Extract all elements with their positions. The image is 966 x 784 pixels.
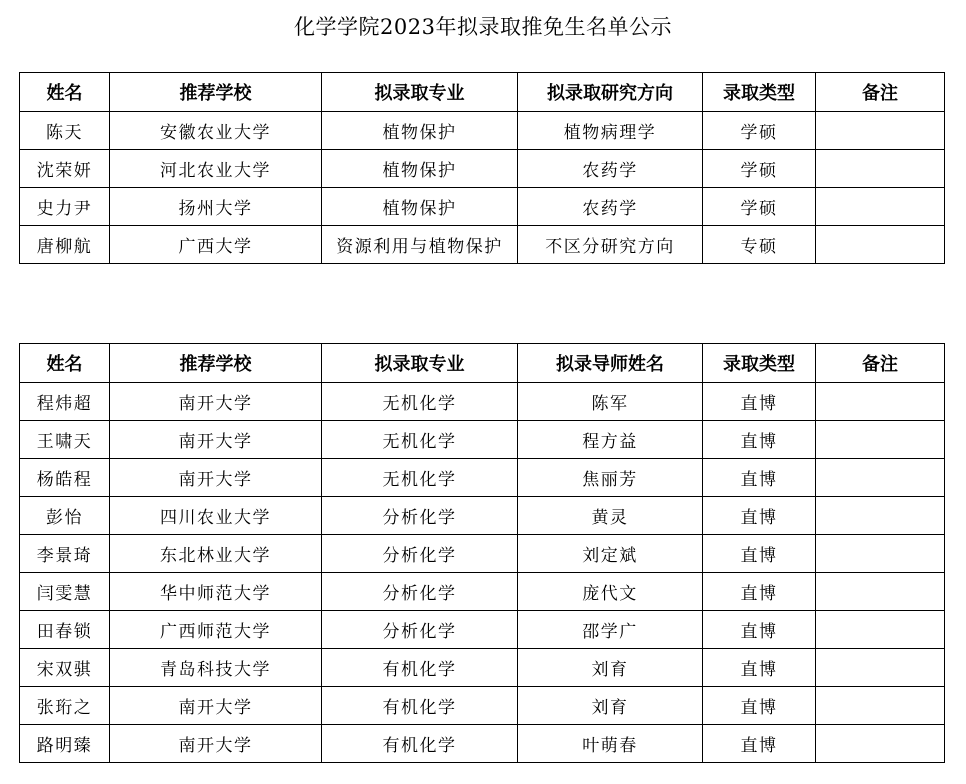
cell-major: 分析化学 xyxy=(322,535,518,573)
cell-name: 史力尹 xyxy=(20,188,110,226)
table-row xyxy=(20,459,945,497)
cell-remarks xyxy=(816,188,945,226)
cell-school: 四川农业大学 xyxy=(110,497,322,535)
header-supervisor: 拟录导师姓名 xyxy=(518,344,703,383)
cell-remarks xyxy=(816,383,945,421)
cell-major: 分析化学 xyxy=(322,573,518,611)
cell-school: 南开大学 xyxy=(110,459,322,497)
cell-major: 分析化学 xyxy=(322,611,518,649)
cell-name: 沈荣妍 xyxy=(20,150,110,188)
cell-major: 无机化学 xyxy=(322,459,518,497)
header-major: 拟录取专业 xyxy=(322,344,518,383)
cell-major: 植物保护 xyxy=(322,150,518,188)
cell-school: 扬州大学 xyxy=(110,188,322,226)
cell-school: 广西大学 xyxy=(110,226,322,264)
cell-supervisor: 刘育 xyxy=(518,649,703,687)
cell-name: 张珩之 xyxy=(20,687,110,725)
cell-name: 路明臻 xyxy=(20,725,110,763)
cell-school: 南开大学 xyxy=(110,687,322,725)
cell-name: 唐柳航 xyxy=(20,226,110,264)
cell-supervisor: 刘育 xyxy=(518,687,703,725)
cell-major: 无机化学 xyxy=(322,421,518,459)
cell-major: 分析化学 xyxy=(322,497,518,535)
cell-name: 程炜超 xyxy=(20,383,110,421)
cell-remarks xyxy=(816,459,945,497)
cell-admission-type: 直博 xyxy=(703,421,816,459)
cell-research-direction: 不区分研究方向 xyxy=(518,226,703,264)
cell-name: 彭怡 xyxy=(20,497,110,535)
cell-research-direction: 农药学 xyxy=(518,150,703,188)
header-admission-type: 录取类型 xyxy=(703,344,816,383)
cell-admission-type: 直博 xyxy=(703,725,816,763)
header-research-direction: 拟录取研究方向 xyxy=(518,73,703,112)
cell-research-direction: 植物病理学 xyxy=(518,112,703,150)
cell-supervisor: 庞代文 xyxy=(518,573,703,611)
cell-name: 王啸天 xyxy=(20,421,110,459)
cell-major: 资源利用与植物保护 xyxy=(322,226,518,264)
cell-remarks xyxy=(816,649,945,687)
cell-school: 河北农业大学 xyxy=(110,150,322,188)
header-major: 拟录取专业 xyxy=(322,73,518,112)
cell-remarks xyxy=(816,573,945,611)
cell-supervisor: 程方益 xyxy=(518,421,703,459)
cell-supervisor: 焦丽芳 xyxy=(518,459,703,497)
cell-supervisor: 邵学广 xyxy=(518,611,703,649)
header-school: 推荐学校 xyxy=(110,73,322,112)
table-row xyxy=(20,112,945,150)
cell-remarks xyxy=(816,725,945,763)
cell-remarks xyxy=(816,535,945,573)
cell-admission-type: 直博 xyxy=(703,383,816,421)
cell-school: 南开大学 xyxy=(110,421,322,459)
cell-school: 华中师范大学 xyxy=(110,573,322,611)
table-row xyxy=(20,573,945,611)
cell-school: 青岛科技大学 xyxy=(110,649,322,687)
cell-remarks xyxy=(816,497,945,535)
table-row xyxy=(20,611,945,649)
cell-name: 陈天 xyxy=(20,112,110,150)
cell-name: 李景琦 xyxy=(20,535,110,573)
cell-admission-type: 直博 xyxy=(703,573,816,611)
cell-admission-type: 直博 xyxy=(703,459,816,497)
header-admission-type: 录取类型 xyxy=(703,73,816,112)
table-header-row xyxy=(20,344,945,383)
table-row xyxy=(20,687,945,725)
table-row xyxy=(20,383,945,421)
cell-supervisor: 刘定斌 xyxy=(518,535,703,573)
cell-remarks xyxy=(816,687,945,725)
cell-remarks xyxy=(816,150,945,188)
cell-research-direction: 农药学 xyxy=(518,188,703,226)
cell-admission-type: 直博 xyxy=(703,535,816,573)
table-row xyxy=(20,150,945,188)
table-row xyxy=(20,421,945,459)
table-row xyxy=(20,725,945,763)
cell-school: 南开大学 xyxy=(110,383,322,421)
cell-school: 东北林业大学 xyxy=(110,535,322,573)
header-name: 姓名 xyxy=(20,73,110,112)
cell-major: 有机化学 xyxy=(322,649,518,687)
recommended-students-table-1 xyxy=(19,72,945,264)
cell-admission-type: 直博 xyxy=(703,611,816,649)
cell-admission-type: 直博 xyxy=(703,687,816,725)
cell-admission-type: 直博 xyxy=(703,497,816,535)
cell-admission-type: 专硕 xyxy=(703,226,816,264)
header-remarks: 备注 xyxy=(816,73,945,112)
cell-school: 安徽农业大学 xyxy=(110,112,322,150)
cell-supervisor: 黄灵 xyxy=(518,497,703,535)
cell-supervisor: 陈军 xyxy=(518,383,703,421)
cell-name: 宋双骐 xyxy=(20,649,110,687)
cell-name: 杨皓程 xyxy=(20,459,110,497)
cell-admission-type: 直博 xyxy=(703,649,816,687)
cell-major: 无机化学 xyxy=(322,383,518,421)
cell-supervisor: 叶萌春 xyxy=(518,725,703,763)
cell-remarks xyxy=(816,611,945,649)
table-row xyxy=(20,497,945,535)
page-title: 化学学院2023年拟录取推免生名单公示 xyxy=(294,15,672,39)
recommended-students-table-2 xyxy=(19,343,945,763)
table-row xyxy=(20,188,945,226)
cell-major: 有机化学 xyxy=(322,687,518,725)
cell-major: 植物保护 xyxy=(322,188,518,226)
cell-name: 田春锁 xyxy=(20,611,110,649)
table-row xyxy=(20,649,945,687)
cell-admission-type: 学硕 xyxy=(703,150,816,188)
header-remarks: 备注 xyxy=(816,344,945,383)
header-school: 推荐学校 xyxy=(110,344,322,383)
cell-name: 闫雯慧 xyxy=(20,573,110,611)
cell-remarks xyxy=(816,112,945,150)
table-row xyxy=(20,226,945,264)
cell-remarks xyxy=(816,226,945,264)
cell-admission-type: 学硕 xyxy=(703,188,816,226)
cell-major: 植物保护 xyxy=(322,112,518,150)
cell-admission-type: 学硕 xyxy=(703,112,816,150)
cell-school: 广西师范大学 xyxy=(110,611,322,649)
header-name: 姓名 xyxy=(20,344,110,383)
cell-school: 南开大学 xyxy=(110,725,322,763)
cell-major: 有机化学 xyxy=(322,725,518,763)
table-header-row xyxy=(20,73,945,112)
cell-remarks xyxy=(816,421,945,459)
table-row xyxy=(20,535,945,573)
